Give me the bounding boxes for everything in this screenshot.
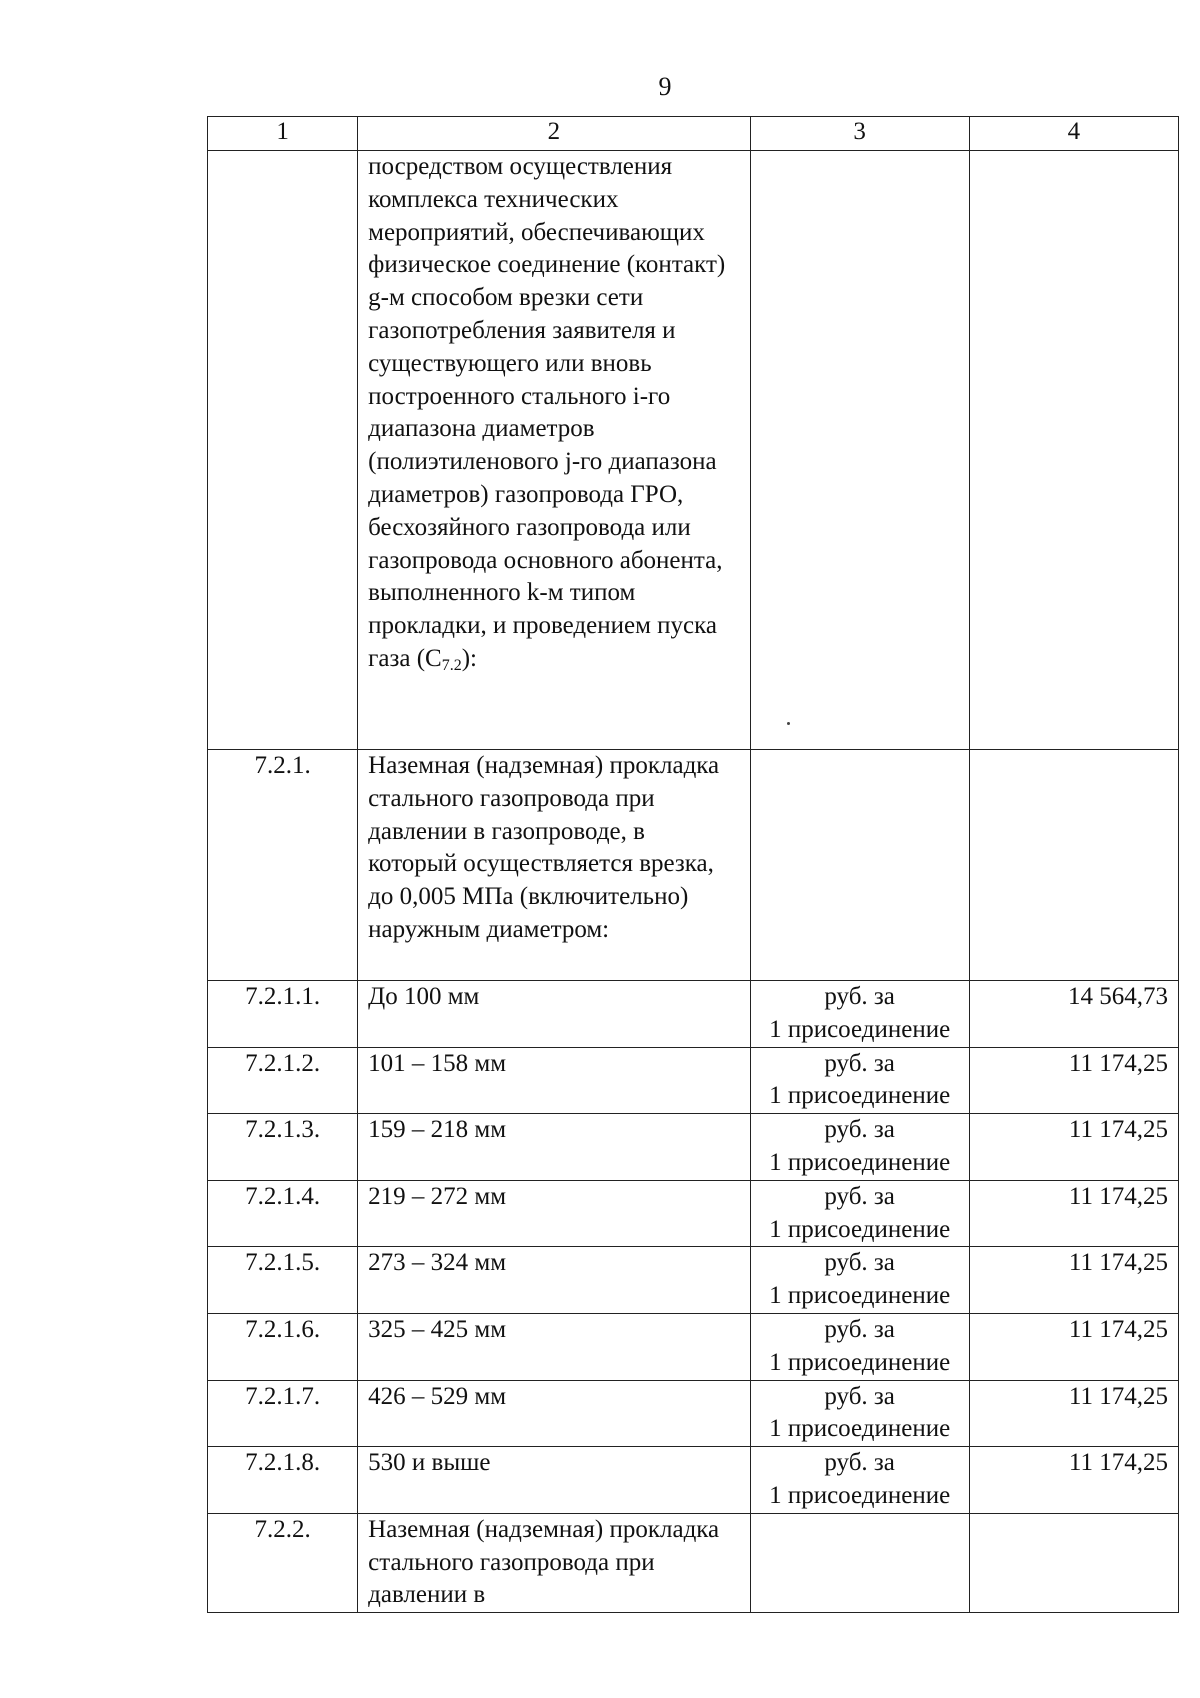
row-value: 11 174,25 (969, 1247, 1178, 1314)
row-unit (750, 1380, 969, 1447)
row-unit (750, 1114, 969, 1181)
row-number: 7.2.1.4. (208, 1180, 358, 1247)
unit-line-2: 1 присоединение (769, 1282, 951, 1310)
row-unit (750, 1447, 969, 1514)
row-unit (750, 1313, 969, 1380)
row-number: 7.2.1.2. (208, 1047, 358, 1114)
table-row (208, 981, 1179, 1048)
intro-description-cell (358, 151, 750, 750)
intro-subscript: 7.2 (441, 656, 462, 674)
table-row (208, 1180, 1179, 1247)
table-row (208, 1114, 1179, 1181)
table-row (208, 1447, 1179, 1514)
column-header-4: 4 (969, 117, 1178, 151)
row-unit (750, 1047, 969, 1114)
row-value: 11 174,25 (969, 1180, 1178, 1247)
section-description: Наземная (надземная) прокладка стального газопровода при давлении в газопроводе, в который осуществляется врезка, до 0,005 МПа (включительно) наружным диаметром: (358, 750, 750, 981)
section-description: Наземная (надземная) прокладка стального газопровода при давлении в (358, 1513, 750, 1612)
table-row (208, 1380, 1179, 1447)
unit-line-2: 1 присоединение (769, 1015, 951, 1043)
unit-line-2: 1 присоединение (769, 1481, 951, 1509)
row-description: 219 – 272 мм (358, 1180, 750, 1247)
row-description: 101 – 158 мм (358, 1047, 750, 1114)
intro-row (208, 151, 1179, 750)
row-number: 7.2.1.3. (208, 1114, 358, 1181)
row-number: 7.2.1.6. (208, 1313, 358, 1380)
unit-line-1: руб. за (824, 1049, 895, 1077)
unit-line-2: 1 присоединение (769, 1215, 951, 1243)
section-value-cell (969, 750, 1178, 981)
row-unit (750, 981, 969, 1048)
column-header-1: 1 (208, 117, 358, 151)
unit-line-1: руб. за (824, 1249, 895, 1277)
row-value: 11 174,25 (969, 1114, 1178, 1181)
row-number: 7.2.1.1. (208, 981, 358, 1048)
unit-line-2: 1 присоединение (769, 1148, 951, 1176)
table-row (208, 1247, 1179, 1314)
unit-line-1: руб. за (824, 1449, 895, 1477)
section-row (208, 1513, 1179, 1612)
row-unit (750, 1247, 969, 1314)
section-value-cell (969, 1513, 1178, 1612)
unit-line-1: руб. за (824, 983, 895, 1010)
row-number: 7.2.1.5. (208, 1247, 358, 1314)
row-description: 530 и выше (358, 1447, 750, 1514)
section-unit-cell (750, 1513, 969, 1612)
row-value: 14 564,73 (969, 981, 1178, 1048)
row-value: 11 174,25 (969, 1047, 1178, 1114)
unit-line-1: руб. за (824, 1382, 895, 1410)
intro-unit-cell (750, 151, 969, 750)
intro-text: посредством осуществления комплекса технических мероприятий, обеспечивающих физическое соединение (контакт) g-м способом врезки сети газопотребления заявителя и существующего или вновь построенного стального i-го диапазона диаметров (полиэтиленового j-го диапазона диаметров) газопровода ГРО, бесхозяйного газопровода или газопровода основного абонента, выполненного k-м типом прокладки, и проведением пуска газа (С (368, 153, 726, 672)
row-value: 11 174,25 (969, 1380, 1178, 1447)
row-unit (750, 1180, 969, 1247)
unit-line-1: руб. за (824, 1315, 895, 1343)
tariff-table (207, 116, 1179, 1613)
table-row (208, 1047, 1179, 1114)
intro-value-cell (969, 151, 1178, 750)
unit-line-2: 1 присоединение (769, 1415, 951, 1443)
row-description: 273 – 324 мм (358, 1247, 750, 1314)
row-number: 7.2.1.8. (208, 1447, 358, 1514)
unit-line-1: руб. за (824, 1182, 895, 1210)
intro-number-cell (208, 151, 358, 750)
page-number: 9 (658, 72, 672, 101)
scan-dot (787, 722, 790, 725)
intro-text-end: ): (461, 644, 477, 672)
row-value: 11 174,25 (969, 1313, 1178, 1380)
row-number: 7.2.1.7. (208, 1380, 358, 1447)
column-header-3: 3 (750, 117, 969, 151)
row-description: 426 – 529 мм (358, 1380, 750, 1447)
section-number: 7.2.2. (208, 1513, 358, 1612)
table-header-row (208, 117, 1179, 151)
row-value: 11 174,25 (969, 1447, 1178, 1514)
section-row (208, 750, 1179, 981)
unit-line-2: 1 присоединение (769, 1348, 951, 1376)
table-row (208, 1313, 1179, 1380)
row-description: 159 – 218 мм (358, 1114, 750, 1181)
row-description: До 100 мм (358, 981, 750, 1048)
section-unit-cell (750, 750, 969, 981)
section-number: 7.2.1. (208, 750, 358, 981)
column-header-2: 2 (358, 117, 750, 151)
row-description: 325 – 425 мм (358, 1313, 750, 1380)
unit-line-1: руб. за (824, 1116, 895, 1144)
unit-line-2: 1 присоединение (769, 1082, 951, 1110)
